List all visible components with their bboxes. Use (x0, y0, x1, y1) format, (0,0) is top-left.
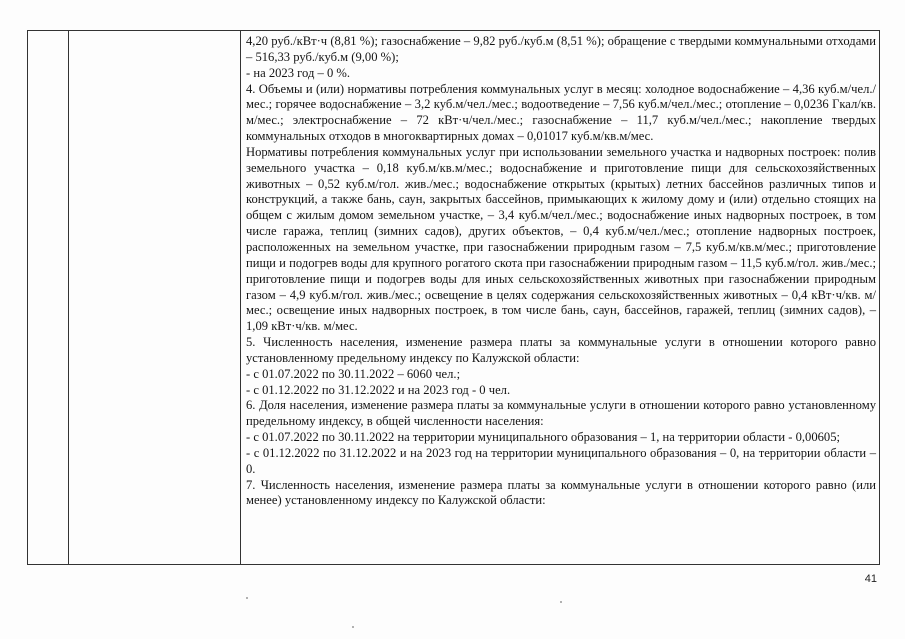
paragraph: - с 01.07.2022 по 30.11.2022 – 6060 чел.; (246, 366, 461, 381)
table-column-divider (240, 31, 241, 564)
paragraph: 4,20 руб./кВт·ч (8,81 %); газоснабжение – 9,82 руб./куб.м (8,51 %); обращение с твердыми коммунальными отходами – 516,33 руб./куб.м (9,00 %); (246, 34, 876, 64)
table-column-divider (68, 31, 69, 564)
document-table (27, 30, 880, 565)
paragraph: 7. Численность населения, изменение размера платы за коммунальные услуги в отношении которого равно (или менее) установленному индексу по Калужской области: (246, 477, 876, 508)
paragraph: 5. Численность населения, изменение размера платы за коммунальные услуги в отношении которого равно установленному предельному индексу по Калужской области: (246, 335, 876, 365)
paragraph: - с 01.12.2022 по 31.12.2022 и на 2023 год на территории муниципального образования – 0, на территории области – 0. (246, 445, 876, 476)
paragraph: Нормативы потребления коммунальных услуг при использовании земельного участка и надворных построек: полив земельного участка – 0,18 куб.м/кв.м/мес.; водоснабжение и приготовление пищи для сельскохозяйственных животных – 0,52 куб.м/гол. жив./мес.; водоснабжение открытых (крытых) летних бассейнов различных типов и конструкций, а также бань, саун, закрытых бассейнов, примыкающих к жилому дому и (или) отдельно стоящих на общем с жилым домом земельном участке, – 3,4 куб.м/чел./мес.; водоснабжение иных надворных построек, в том числе гаража, теплиц (зимних садов), других объектов, – 0,4 куб.м/чел./мес.; отопление надворных построек, расположенных на земельном участке, при газоснабжении природным газом – 7,5 куб.м/кв.м/мес.; приготовление пищи и подогрев воды для крупного рогатого скота при газоснабжении природным газом – 11,5 куб.м/гол. жив./мес.; приготовление пищи и подогрев воды для иных сельскохозяйственных животных при газоснабжении природным газом – 4,9 куб.м/гол. жив./мес.; освещение в целях содержания сельскохозяйственных животных – 0,4 кВт·ч/кв. м/мес.; освещение иных надворных построек, в том числе бань, саун, бассейнов, гаражей, теплиц (зимних садов), – 1,09 кВт·ч/кв. м/мес. (246, 144, 876, 334)
paragraph: - на 2023 год – 0 %. (246, 65, 351, 80)
paragraph: 6. Доля населения, изменение размера платы за коммунальные услуги в отношении которого равно установленному предельному индексу, в общей численности населения: (246, 398, 876, 429)
scan-speck (246, 597, 248, 599)
paragraph: 4. Объемы и (или) нормативы потребления коммунальных услуг в месяц: холодное водоснабжение – 4,36 куб.м/чел./мес.; горячее водоснабжение – 3,2 куб.м/чел./мес.; водоотведение – 7,56 куб.м/чел./мес.; отопление – 0,0236 Гкал/кв. м/мес.; электроснабжение – 72 кВт·ч/чел./мес.; газоснабжение – 11,7 куб.м/чел./мес.; накопление твердых коммунальных отходов в многоквартирных домах – 0,01017 куб.м/кв.м/мес. (246, 81, 876, 144)
scan-speck (352, 626, 354, 628)
paragraph: - с 01.12.2022 по 31.12.2022 и на 2023 год - 0 чел. (246, 382, 511, 397)
scan-speck (560, 601, 562, 603)
page-number: 41 (864, 573, 877, 585)
table-cell-content (246, 34, 876, 509)
paragraph: - с 01.07.2022 по 30.11.2022 на территории муниципального образования – 1, на территории области - 0,00605; (246, 430, 841, 445)
